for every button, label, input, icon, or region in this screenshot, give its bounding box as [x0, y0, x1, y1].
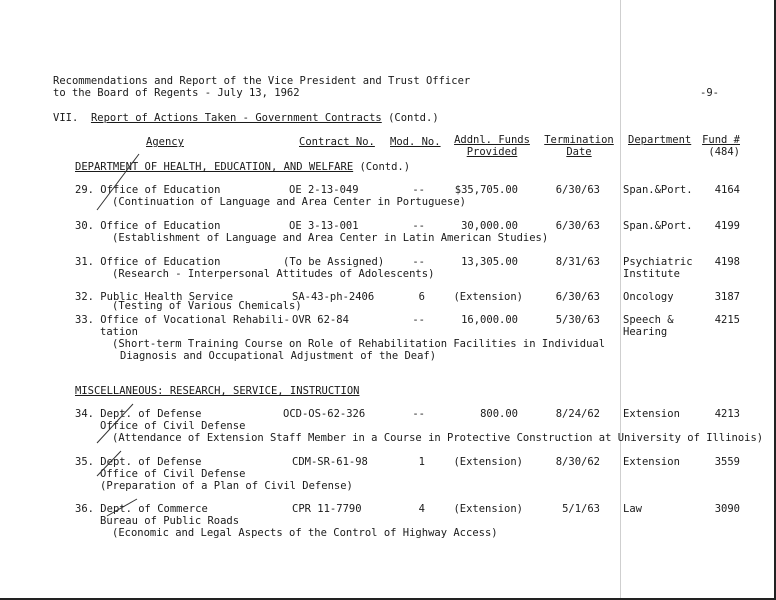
entry-agency: Office of Education [100, 184, 221, 196]
entry-description: (Establishment of Language and Area Center in Latin American Studies) [112, 232, 549, 244]
entry-number: 32. [75, 291, 94, 303]
entry-number: 35. [75, 456, 94, 468]
entry-funds: 800.00 [480, 408, 518, 420]
entry-contract: OCD-OS-62-326 [283, 408, 366, 420]
group-contd: (Contd.) [359, 161, 411, 173]
entry-fund: 3187 [714, 291, 740, 303]
entry-description: (Short-term Training Course on Role of Rehabilitation Facilities in Individual [112, 338, 606, 350]
entry-contract: (To be Assigned) [283, 256, 385, 268]
entry-term: 6/30/63 [555, 184, 600, 196]
entry-term: 8/24/62 [555, 408, 600, 420]
entry-fund: 4164 [714, 184, 740, 196]
entry-contract: SA-43-ph-2406 [292, 291, 375, 303]
entry-mod: -- [412, 256, 425, 268]
entry-contract: CPR 11-7790 [292, 503, 362, 515]
entry-term: 5/30/63 [555, 314, 600, 326]
col-fund-line1: Fund # [702, 134, 740, 146]
section-heading [53, 112, 439, 124]
section-title: Report of Actions Taken - Government Contracts [90, 112, 382, 124]
entry-funds: (Extension) [453, 291, 523, 303]
entry-department: Oncology [623, 291, 674, 303]
entry-number: 33. [75, 314, 94, 326]
header-line-2: to the Board of Regents - July 13, 1962 [53, 87, 300, 99]
entry-agency: Dept. of Commerce [100, 503, 208, 515]
col-contract-no: Contract No. [299, 136, 375, 148]
entry-department-line2: Institute [623, 268, 680, 280]
entry-description: (Economic and Legal Aspects of the Control of Highway Access) [112, 527, 498, 539]
entry-description-line2: Diagnosis and Occupational Adjustment of the Deaf) [120, 350, 437, 362]
col-funds-line2: Provided [466, 146, 518, 158]
entry-term: 5/1/63 [562, 503, 600, 515]
entry-mod: -- [412, 184, 425, 196]
fold-line [620, 0, 621, 600]
entry-mod: -- [412, 408, 425, 420]
entry-fund: 4215 [714, 314, 740, 326]
entry-agency-line2: Office of Civil Defense [100, 420, 246, 432]
col-term-line1: Termination [544, 134, 614, 146]
entry-department: Span.&Port. [623, 220, 693, 232]
handwritten-check-mark [95, 150, 145, 212]
entry-funds: $35,705.00 [454, 184, 518, 196]
entry-department: Speech & [623, 314, 674, 326]
col-fund-line2: (484) [708, 146, 740, 158]
entry-agency: Office of Vocational Rehabili- [100, 314, 290, 326]
col-agency: Agency [146, 136, 184, 148]
header-line-1: Recommendations and Report of the Vice President and Trust Officer [53, 75, 471, 87]
entry-number: 34. [75, 408, 94, 420]
entry-description: (Testing of Various Chemicals) [112, 300, 302, 312]
entry-department: Extension [623, 408, 680, 420]
entry-department: Span.&Port. [623, 184, 693, 196]
entry-contract: OE 3-13-001 [289, 220, 359, 232]
entry-description: (Research - Interpersonal Attitudes of Adolescents) [112, 268, 435, 280]
entry-mod: -- [412, 314, 425, 326]
handwritten-check-mark [105, 496, 141, 518]
entry-agency-line2: tation [100, 326, 138, 338]
entry-agency: Dept. of Defense [100, 408, 202, 420]
entry-fund: 4213 [714, 408, 740, 420]
section-contd: (Contd.) [388, 112, 439, 124]
entry-number: 29. [75, 184, 94, 196]
col-funds-line1: Addnl. Funds [454, 134, 530, 146]
page-number: -9- [700, 87, 719, 99]
entry-contract: OE 2-13-049 [289, 184, 359, 196]
entry-fund: 3559 [714, 456, 740, 468]
col-department: Department [628, 134, 692, 146]
entry-funds: (Extension) [453, 503, 523, 515]
entry-agency: Office of Education [100, 220, 221, 232]
entry-agency: Office of Education [100, 256, 221, 268]
entry-fund: 3090 [714, 503, 740, 515]
entry-term: 8/30/62 [555, 456, 600, 468]
entry-department: Law [623, 503, 642, 515]
entry-term: 6/30/63 [555, 291, 600, 303]
entry-fund: 4198 [714, 256, 740, 268]
entry-department-line2: Hearing [623, 326, 668, 338]
entry-contract: CDM-SR-61-98 [292, 456, 368, 468]
entry-department: Psychiatric [623, 256, 693, 268]
entry-description: (Attendance of Extension Staff Member in a Course in Protective Construction at University of Illinois) [112, 432, 764, 444]
entry-number: 31. [75, 256, 94, 268]
entry-mod: 6 [418, 291, 425, 303]
entry-mod: 1 [418, 456, 425, 468]
entry-funds: (Extension) [453, 456, 523, 468]
entry-agency: Dept. of Defense [100, 456, 202, 468]
entry-funds: 16,000.00 [461, 314, 518, 326]
col-term-line2: Date [566, 146, 592, 158]
entry-funds: 30,000.00 [461, 220, 518, 232]
group-heading-miscellaneous: MISCELLANEOUS: RESEARCH, SERVICE, INSTRUCTION [75, 385, 360, 397]
entry-agency-line2: Bureau of Public Roads [100, 515, 240, 527]
entry-contract: OVR 62-84 [292, 314, 349, 326]
section-numeral: VII. [53, 112, 79, 124]
entry-mod: -- [412, 220, 425, 232]
entry-number: 30. [75, 220, 94, 232]
handwritten-check-mark [95, 400, 135, 445]
entry-funds: 13,305.00 [461, 256, 518, 268]
entry-term: 6/30/63 [555, 220, 600, 232]
group-title: DEPARTMENT OF HEALTH, EDUCATION, AND WELFARE [75, 161, 354, 173]
entry-term: 8/31/63 [555, 256, 600, 268]
col-mod-no: Mod. No. [390, 136, 441, 148]
handwritten-check-mark [95, 448, 125, 478]
entry-fund: 4199 [714, 220, 740, 232]
entry-mod: 4 [418, 503, 425, 515]
entry-department: Extension [623, 456, 680, 468]
entry-description: (Preparation of a Plan of Civil Defense) [100, 480, 353, 492]
entry-number: 36. [75, 503, 94, 515]
entry-agency: Public Health Service [100, 291, 234, 303]
entry-description: (Continuation of Language and Area Center in Portuguese) [112, 196, 467, 208]
entry-agency-line2: Office of Civil Defense [100, 468, 246, 480]
